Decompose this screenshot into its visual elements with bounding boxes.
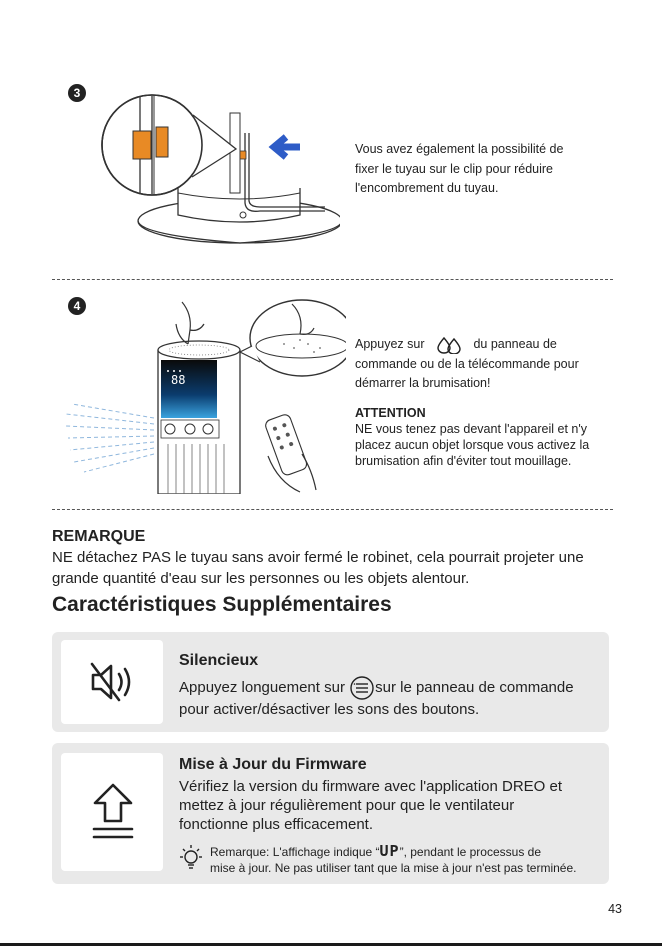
firmware-body (179, 777, 609, 834)
firmware-line-3: fonctionne plus efficacement. (179, 816, 374, 833)
firmware-note-display: UP (379, 842, 400, 860)
silent-body (179, 676, 609, 719)
silent-card (52, 632, 609, 732)
firmware-card (52, 743, 609, 884)
silent-line-1-before: Appuyez longuement sur (179, 678, 345, 696)
speaker-mute-icon (89, 660, 137, 704)
remark-title: REMARQUE (52, 528, 146, 545)
remark-text: NE détachez PAS le tuyau sans avoir fermé le robinet, cela pourrait projeter une grande quantité d'eau sur les personnes ou les objets alentour. (52, 549, 584, 587)
step-3-illustration (100, 93, 340, 251)
section-title: Caractéristiques Supplémentaires (52, 593, 392, 616)
attention-line-2: placez aucun objet lorsque vous activez la (355, 437, 590, 452)
step-4-line-1-after: du panneau de (473, 337, 557, 351)
step-3-text (355, 140, 615, 199)
step-4-badge: 4 (68, 297, 86, 315)
step-3-badge: 3 (68, 84, 86, 102)
firmware-note-line-2: mise à jour. Ne pas utiliser tant que la mise à jour n'est pas terminée. (210, 861, 577, 875)
upload-icon (91, 781, 135, 843)
firmware-note-after: ”, pendant le processus de (399, 845, 541, 859)
step-4-line-2: commande ou de la télécommande pour (355, 356, 579, 371)
page-number: 43 (608, 902, 622, 916)
step-4-line-1 (355, 335, 625, 355)
step-4-line-3: démarrer la brumisation! (355, 376, 491, 390)
firmware-icon-box (61, 753, 163, 871)
menu-icon (349, 676, 375, 700)
mist-icon (436, 336, 464, 354)
silent-line-2: pour activer/désactiver les sons des boutons. (179, 701, 480, 718)
step-3-line-1: Vous avez également la possibilité de (355, 142, 564, 156)
firmware-title: Mise à Jour du Firmware (179, 756, 367, 773)
attention-title: ATTENTION (355, 405, 426, 420)
silent-icon-box (61, 640, 163, 724)
firmware-line-2: mettez à jour régulièrement pour que le ventilateur (179, 797, 515, 814)
step-4-line-1-before: Appuyez sur (355, 337, 425, 351)
step-4-text (355, 335, 625, 469)
display-digits: 88 (171, 373, 186, 387)
step-4-illustration (64, 294, 346, 494)
silent-line-1 (179, 676, 609, 700)
attention-line-1: NE vous tenez pas devant l'appareil et n'y (355, 421, 587, 436)
attention-line-3: brumisation afin d'éviter tout mouillage. (355, 453, 572, 468)
lightbulb-icon (176, 843, 206, 873)
silent-title: Silencieux (179, 652, 259, 669)
firmware-note-before: Remarque: L'affichage indique “ (210, 845, 380, 859)
firmware-line-1: Vérifiez la version du firmware avec l'application DREO et (179, 778, 563, 795)
firmware-note (210, 843, 610, 876)
divider-2 (52, 509, 613, 510)
step-3-line-3: l'encombrement du tuyau. (355, 181, 499, 195)
firmware-note-line-1 (210, 843, 610, 860)
step-3-line-2: fixer le tuyau sur le clip pour réduire (355, 161, 554, 176)
divider-1 (52, 279, 613, 280)
silent-line-1-after: sur le panneau de commande (375, 678, 574, 696)
